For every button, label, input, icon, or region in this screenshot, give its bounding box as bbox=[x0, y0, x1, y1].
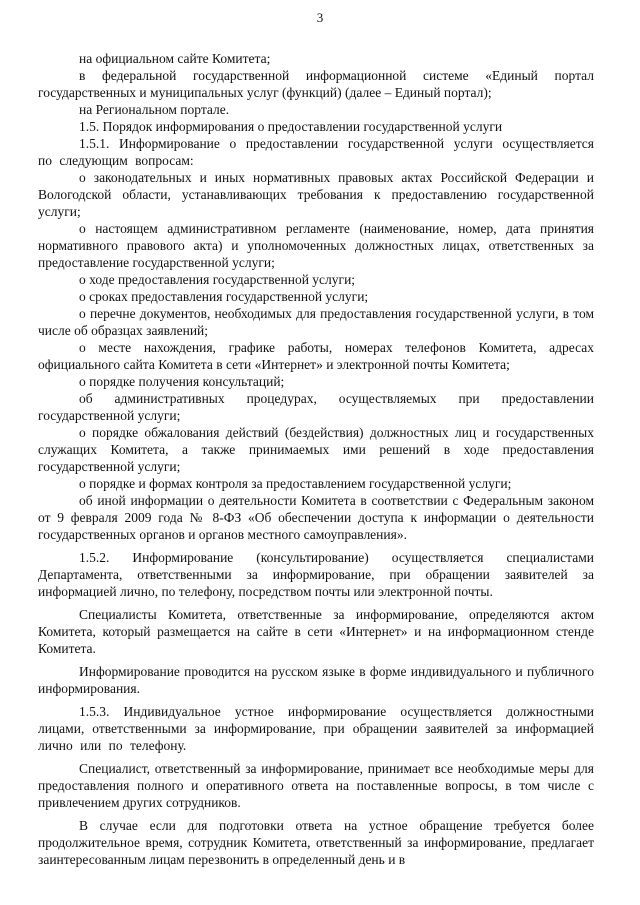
list-item: о порядке получения консультаций; bbox=[79, 374, 285, 389]
paragraph: Специалисты Комитета, ответственные за информирование, определяются актом Комитета, который размещается на сайте в сети «Интернет» и на информационном стенде Комитета. bbox=[38, 607, 594, 656]
list-item: о законодательных и иных нормативных правовых актах Российской Федерации и Вологодской области, устанавливающих требования к предоставлению государственной услуги; bbox=[38, 170, 594, 219]
paragraph: Информирование проводится на русском языке в форме индивидуального и публичного информирования. bbox=[38, 664, 594, 696]
list-item: о настоящем административном регламенте (наименование, номер, дата принятия нормативного правового акта) и уполномоченных должностных лицах, ответственных за предоставление государственной услуги; bbox=[38, 221, 594, 270]
section-heading: 1.5. Порядок информирования о предоставлении государственной услуги bbox=[79, 119, 503, 134]
subsection-paragraph: 1.5.3. Индивидуальное устное информирование осуществляется должностными лицами, ответственными за информирование, при обращении заявителей за информацией лично или по телефону. bbox=[38, 704, 594, 753]
list-item: о порядке обжалования действий (бездействия) должностных лиц и государственных служащих Комитета, а также принимаемых ими решений в ходе предоставления государственной услуги; bbox=[38, 425, 594, 474]
paragraph: В случае если для подготовки ответа на устное обращение требуется более продолжительное время, сотрудник Комитета, ответственный за информирование, предлагает заинтересованным лицам перезвонить в определенный день и в bbox=[38, 818, 594, 867]
list-item: об административных процедурах, осуществляемых при предоставлении государственной услуги; bbox=[38, 391, 594, 423]
list-item: о порядке и формах контроля за предоставлением государственной услуги; bbox=[79, 476, 512, 491]
subsection-paragraph: 1.5.1. Информирование о предоставлении государственной услуги осуществляется по следующим вопросам: bbox=[38, 136, 594, 168]
list-item: об иной информации о деятельности Комитета в соответствии с Федеральным законом от 9 февраля 2009 года № 8-ФЗ «Об обеспечении доступа к информации о деятельности государственных органов и органов местного самоуправления». bbox=[38, 493, 594, 542]
list-item: о месте нахождения, графике работы, номерах телефонов Комитета, адресах официального сайта Комитета в сети «Интернет» и электронной почты Комитета; bbox=[38, 340, 594, 372]
document-body bbox=[38, 50, 594, 868]
paragraph: на Региональном портале. bbox=[79, 102, 230, 117]
subsection-paragraph: 1.5.2. Информирование (консультирование) осуществляется специалистами Департамента, ответственными за информирование, при обращении заявителей за информацией лично, по телефону, посредством почты или электронной почты. bbox=[38, 550, 594, 599]
paragraph: на официальном сайте Комитета; bbox=[79, 51, 271, 66]
paragraph: в федеральной государственной информационной системе «Единый портал государственных и муниципальных услуг (функций) (далее – Единый портал); bbox=[38, 68, 594, 100]
list-item: о перечне документов, необходимых для предоставления государственной услуги, в том числе об образцах заявлений; bbox=[38, 306, 594, 338]
paragraph: Специалист, ответственный за информирование, принимает все необходимые меры для предоставления полного и оперативного ответа на поставленные вопросы, в том числе с привлечением других сотрудников. bbox=[38, 761, 594, 810]
page-number: 3 bbox=[316, 10, 324, 25]
list-item: о ходе предоставления государственной услуги; bbox=[79, 272, 356, 287]
list-item: о сроках предоставления государственной услуги; bbox=[79, 289, 369, 304]
